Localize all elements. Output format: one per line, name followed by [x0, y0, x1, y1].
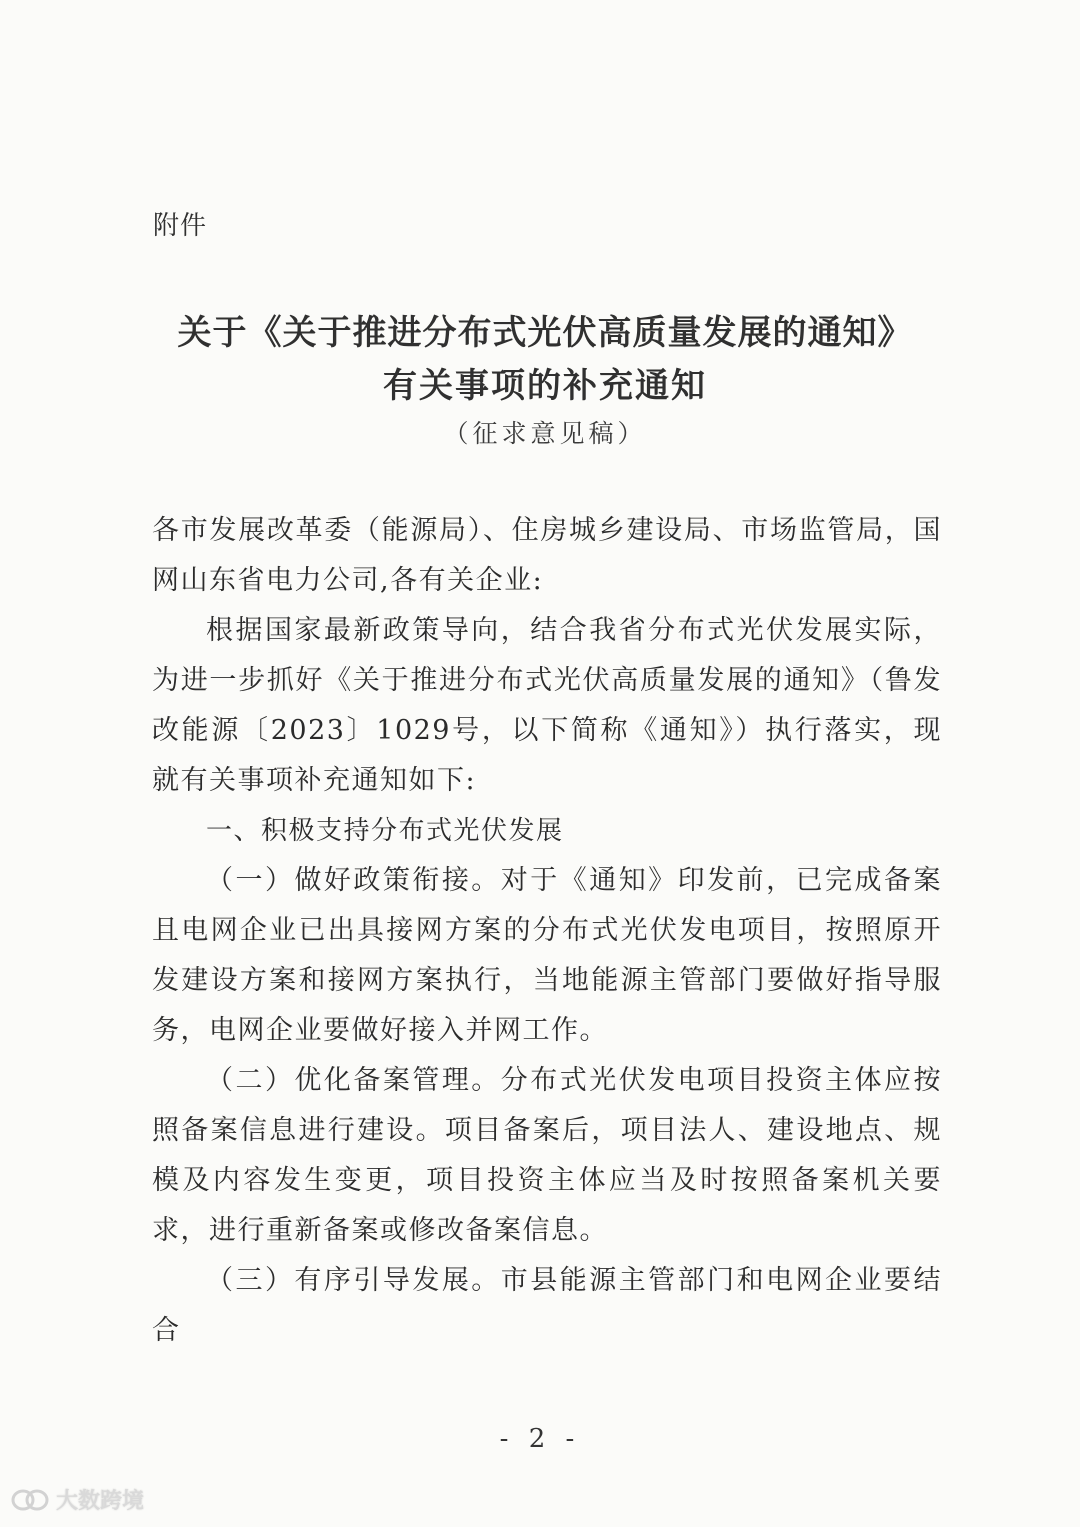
- paragraph-item-1: （一）做好政策衔接。对于《通知》印发前，已完成备案且电网企业已出具接网方案的分布式光伏发电项目，按照原开发建设方案和接网方案执行，当地能源主管部门要做好指导服务，电网企业要做好接入并网工作。: [152, 865, 942, 1046]
- page-number: - 2 -: [499, 1424, 581, 1454]
- document-title-line-2: 有关事项的补充通知: [383, 366, 707, 406]
- paragraph-recipients: 各市发展改革委（能源局）、住房城乡建设局、市场监管局，国网山东省电力公司,各有关企业:: [152, 515, 942, 596]
- paragraph-item-3: （三）有序引导发展。市县能源主管部门和电网企业要结合: [152, 1265, 942, 1346]
- document-subtitle: （征求意见稿）: [443, 419, 647, 448]
- document-body: [152, 506, 942, 1356]
- paragraph-item-2: （二）优化备案管理。分布式光伏发电项目投资主体应按照备案信息进行建设。项目备案后，项目法人、建设地点、规模及内容发生变更，项目投资主体应当及时按照备案机关要求，进行重新备案或修改备案信息。: [152, 1065, 942, 1246]
- document-title-line-1: 关于《关于推进分布式光伏高质量发展的通知》: [177, 313, 913, 353]
- watermark: [10, 1484, 144, 1515]
- attachment-label: 附件: [153, 211, 208, 241]
- watermark-text: 大数跨境: [56, 1489, 145, 1514]
- paragraph-intro: 根据国家最新政策导向，结合我省分布式光伏发展实际，为进一步抓好《关于推进分布式光伏高质量发展的通知》（鲁发改能源〔2023〕1029号，以下简称《通知》）执行落实，现就有关事项补充通知如下:: [152, 615, 942, 796]
- section-heading-1: 一、积极支持分布式光伏发展: [206, 816, 564, 846]
- dashuju-logo-icon: [10, 1487, 50, 1513]
